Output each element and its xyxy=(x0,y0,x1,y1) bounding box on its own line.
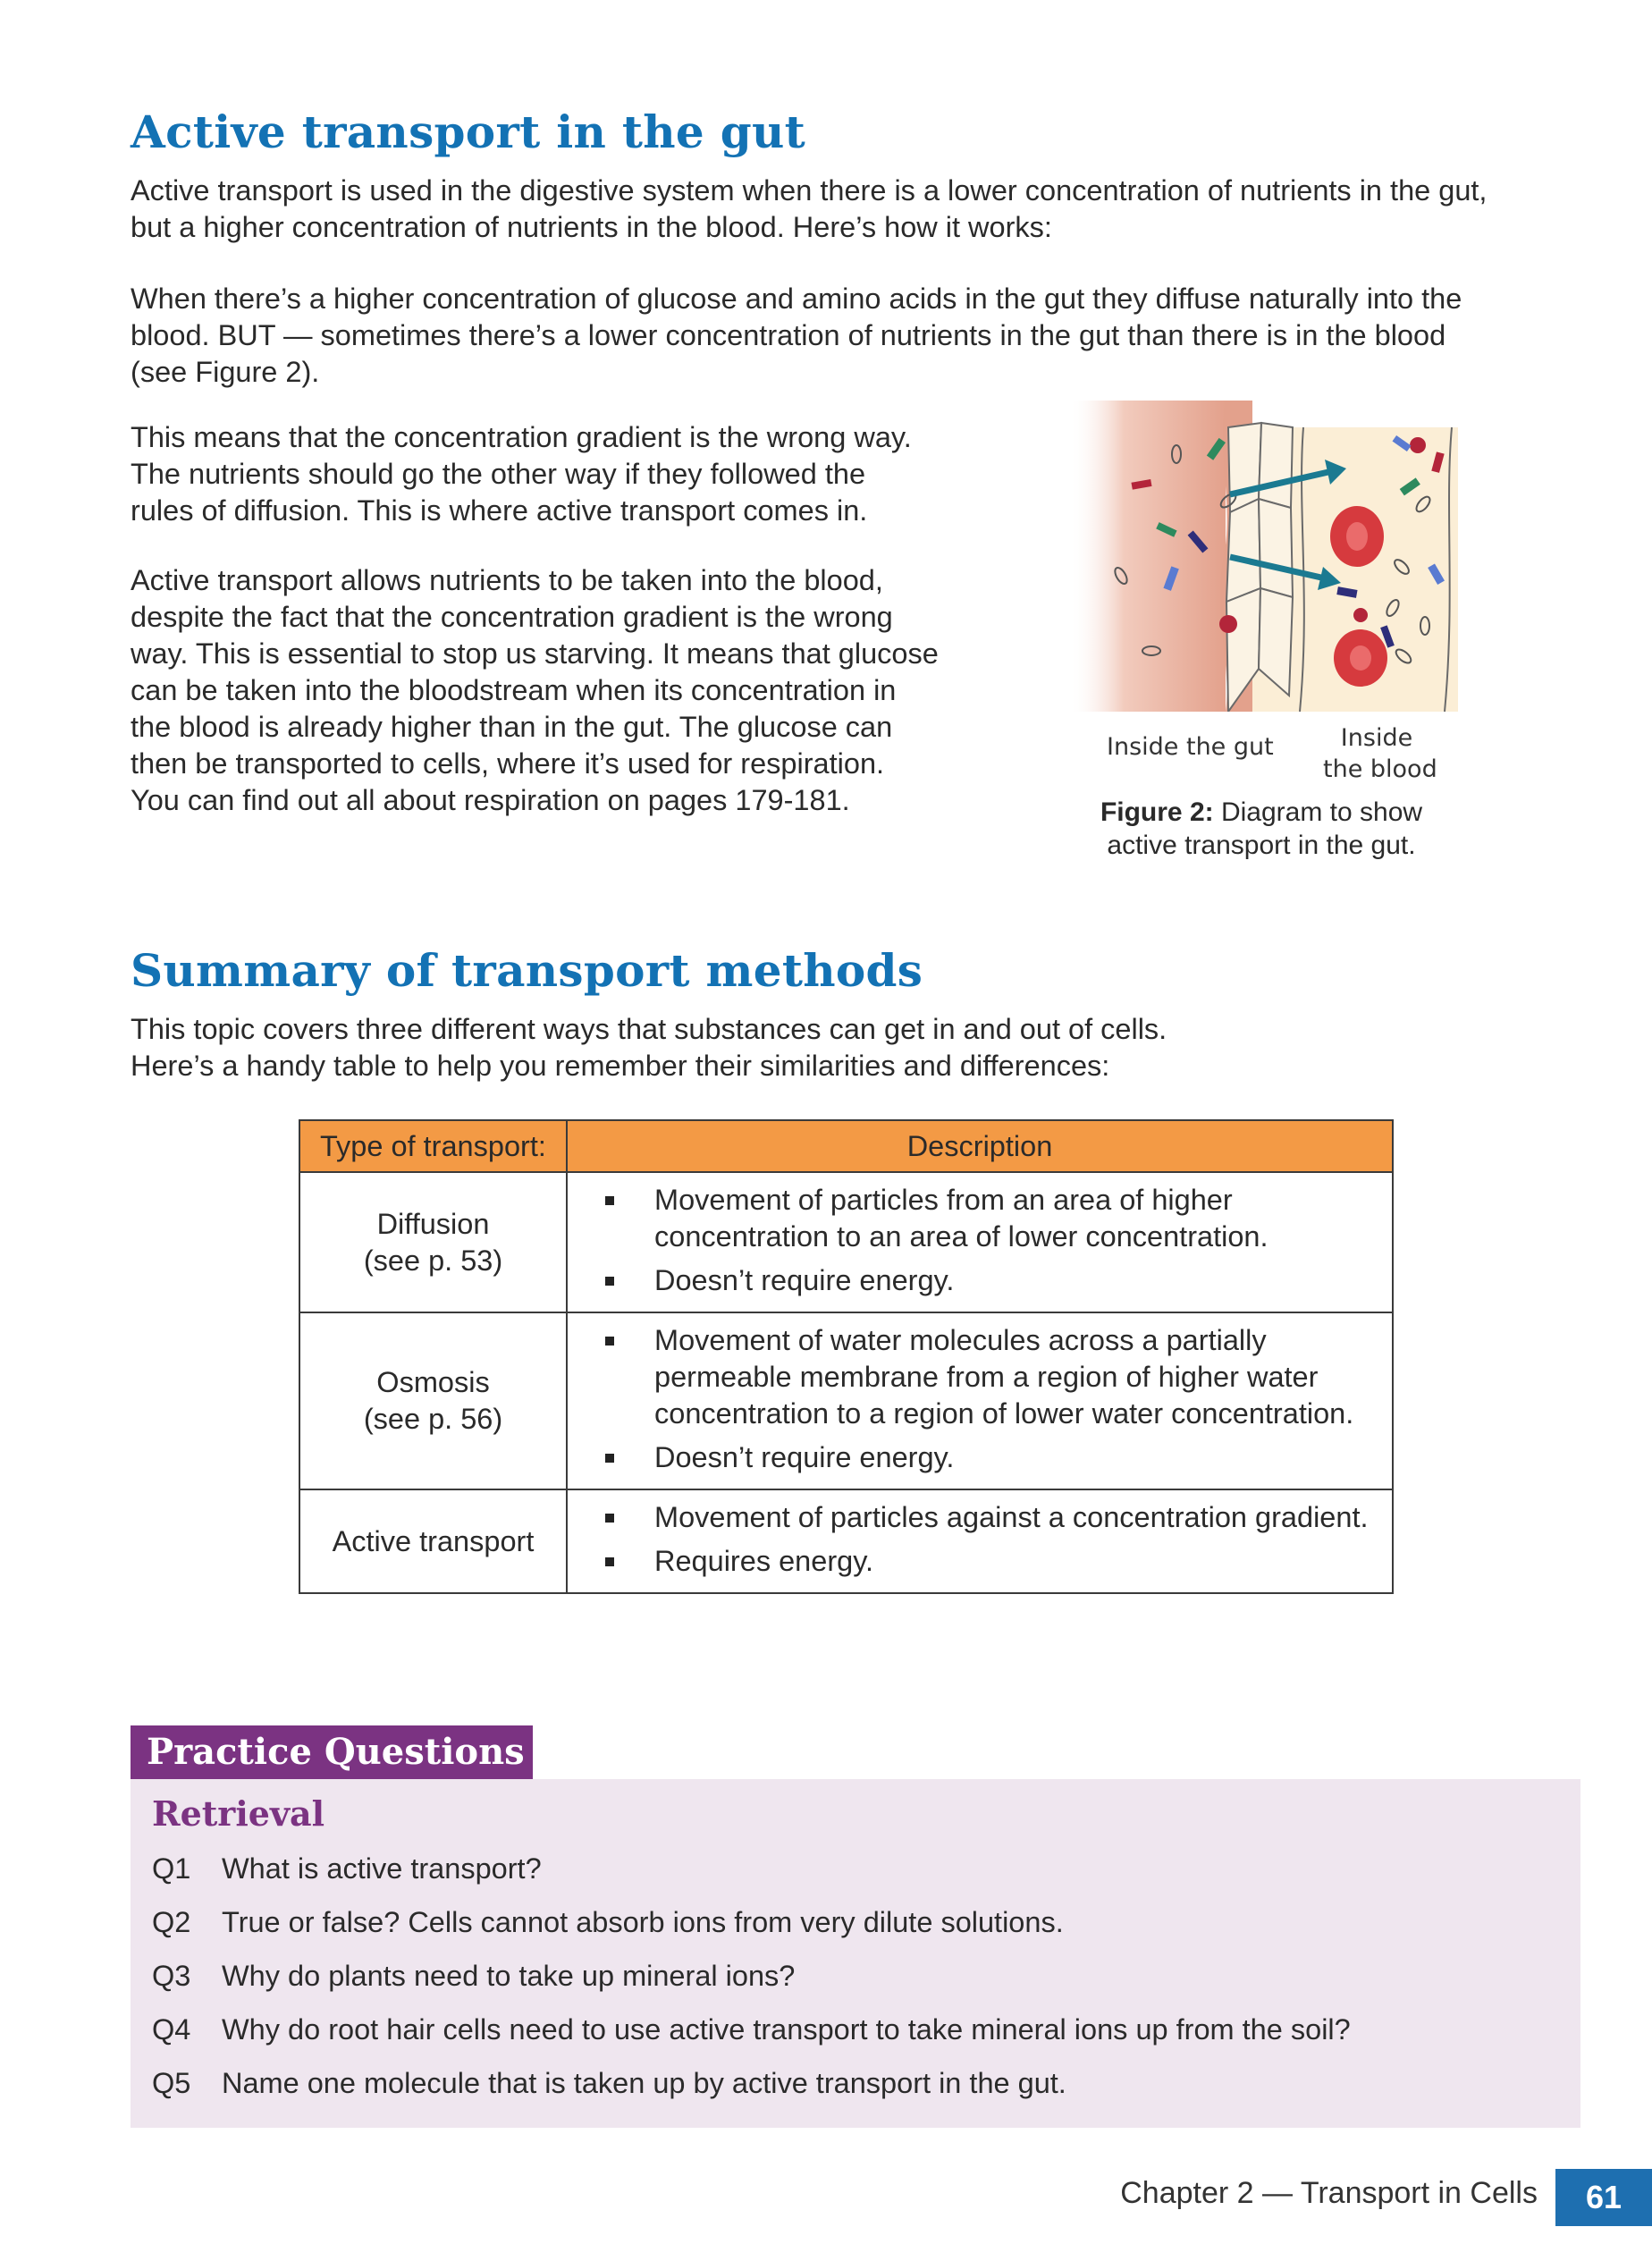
cell-description xyxy=(567,1172,1393,1312)
retrieval-subheading: Retrieval xyxy=(152,1793,325,1834)
paragraph-gradient: This means that the concentration gradient is the wrong way. The nutrients should go the other way if they followed the rules of diffusion. This is where active transport comes in. xyxy=(131,421,912,527)
bullet-point: Movement of particles against a concentration gradient. xyxy=(605,1499,1381,1536)
question-q4: Q4 Why do root hair cells need to use active transport to take mineral ions up from the soil? xyxy=(152,2013,1351,2046)
cell-type: Diffusion (see p. 53) xyxy=(299,1172,567,1312)
section-heading-summary: Summary of transport methods xyxy=(131,944,923,997)
bullet-point: Doesn’t require energy. xyxy=(605,1439,1381,1476)
bullet-point: Movement of particles from an area of higher concentration to an area of lower concentration. xyxy=(605,1182,1381,1255)
page-number: 61 xyxy=(1555,2169,1652,2226)
bullet-point: Requires energy. xyxy=(605,1543,1381,1580)
bullet-point: Doesn’t require energy. xyxy=(605,1262,1381,1299)
cell-type: Osmosis (see p. 56) xyxy=(299,1312,567,1489)
table-header-row xyxy=(299,1120,1393,1172)
label-inside-blood: Inside the blood xyxy=(1323,724,1437,783)
paragraph-intro: Active transport is used in the digestive system when there is a lower concentration of nutrients in the gut, but a higher concentration of nutrients in the blood. Here’s how it works: xyxy=(131,174,1488,243)
cell-description xyxy=(567,1312,1393,1489)
section-heading-active-transport: Active transport in the gut xyxy=(131,105,806,158)
table-row-diffusion xyxy=(299,1172,1393,1312)
cell-type: Active transport xyxy=(299,1489,567,1593)
gut-diagram-figure xyxy=(1069,401,1462,712)
gut-lumen-area xyxy=(1069,401,1226,712)
header-type-of-transport: Type of transport: xyxy=(299,1120,567,1172)
label-inside-gut: Inside the gut xyxy=(1107,733,1274,761)
table-row-active-transport xyxy=(299,1489,1393,1593)
question-q2: Q2 True or false? Cells cannot absorb ions from very dilute solutions. xyxy=(152,1906,1064,1938)
question-q5: Q5 Name one molecule that is taken up by active transport in the gut. xyxy=(152,2067,1066,2099)
table-row-osmosis xyxy=(299,1312,1393,1489)
question-q1: Q1 What is active transport? xyxy=(152,1852,542,1885)
practice-questions-tab: Practice Questions xyxy=(131,1725,533,1779)
figure-caption: Figure 2: Diagram to show active transport in the gut. xyxy=(1100,797,1423,860)
footer-chapter-title: Chapter 2 — Transport in Cells xyxy=(1120,2176,1538,2210)
transport-methods-table xyxy=(299,1119,1394,1594)
header-description: Description xyxy=(567,1120,1393,1172)
cell-description xyxy=(567,1489,1393,1593)
question-q3: Q3 Why do plants need to take up mineral ions? xyxy=(152,1960,796,1992)
paragraph-active-transport: Active transport allows nutrients to be taken into the blood, despite the fact that the concentration gradient is the wrong way. This is essential to stop us starving. It means that glucose can be taken into the bloodstream when its concentration in the blood is already higher than in the gut. The glucose can then be transported to cells, where it’s used for respiration. You can find out all about respiration on pages 179-181. xyxy=(131,564,939,816)
bullet-point: Movement of water molecules across a partially permeable membrane from a region of higher water concentration to a region of lower water concentration. xyxy=(605,1322,1381,1432)
paragraph-summary-intro: This topic covers three different ways that substances can get in and out of cells. Here’s a handy table to help you remember their similarities and differences: xyxy=(131,1013,1167,1082)
paragraph-glucose: When there’s a higher concentration of glucose and amino acids in the gut they diffuse naturally into the blood. BUT — sometimes there’s a lower concentration of nutrients in the gut than there is in the blood (see Figure 2). xyxy=(131,283,1462,388)
